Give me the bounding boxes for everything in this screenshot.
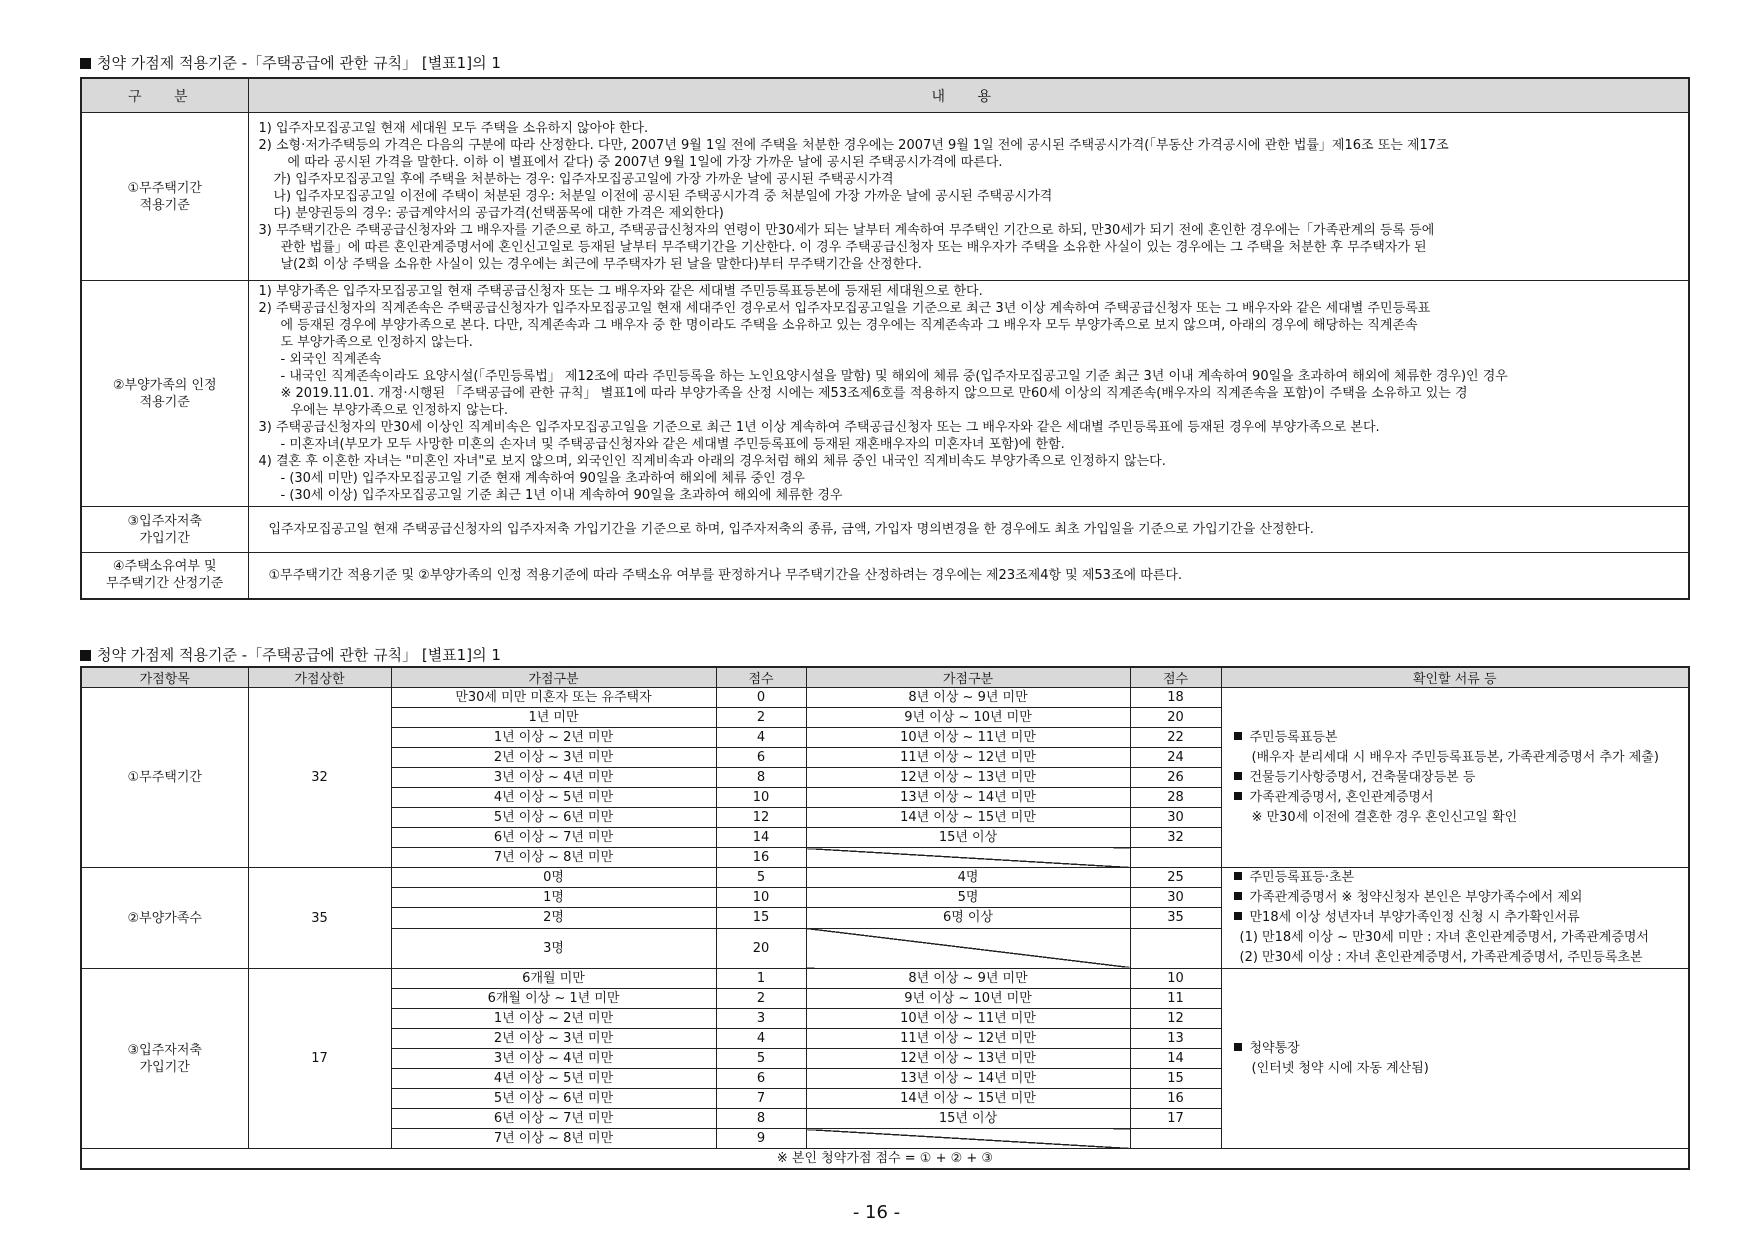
criteria-text-line: 1) 부양가족은 입주자모집공고일 현재 주택공급신청자 또는 그 배우자와 같은 세대별 주민등록표등본에 등재된 세대원으로 한다. <box>258 284 983 299</box>
document-text: 가족관계증명서, 혼인관계증명서 <box>1249 789 1434 805</box>
criteria-text-line: 4) 결혼 후 이혼한 자녀는 "미혼인 자녀"로 보지 않으며, 외국인인 직계비속과 아래의 경우처럼 해외 체류 중인 내국인 직계비속도 부양가족으로 인정하지 않는다. <box>258 454 1166 469</box>
score-value: 12 <box>1130 1009 1221 1029</box>
criteria-text-line: - 외국인 직계존속 <box>280 352 382 367</box>
criteria-text-line: 3) 주택공급신청자의 만30세 이상인 직계비속은 입주자모집공고일을 기준으로 최근 1년 이상 계속하여 주택공급신청자 또는 그 배우자와 같은 세대별 주민등록표에 등재된 경우에 부양가족으로 본다. <box>258 420 1380 435</box>
header-category-2: 가점구분 <box>806 667 1130 688</box>
score-category: 3명 <box>391 928 716 968</box>
header-item: 가점항목 <box>81 667 248 688</box>
criteria-label-line: ③입주자저축 <box>127 513 202 529</box>
score-item-label-line: 가입기간 <box>139 1059 190 1075</box>
score-value: 16 <box>716 848 806 868</box>
criteria-row <box>81 507 1689 553</box>
document-item <box>1234 948 1689 968</box>
document-item <box>1234 808 1689 828</box>
document-text: (인터넷 청약 시에 자동 계산됨) <box>1251 1060 1429 1076</box>
score-category: 10년 이상 ~ 11년 미만 <box>806 1009 1130 1029</box>
score-value: 7 <box>716 1089 806 1109</box>
total-row <box>81 1149 1689 1170</box>
score-value: 32 <box>1130 828 1221 848</box>
score-value: 15 <box>716 908 806 928</box>
criteria-row <box>81 553 1689 599</box>
score-category: 12년 이상 ~ 13년 미만 <box>806 768 1130 788</box>
score-category: 12년 이상 ~ 13년 미만 <box>806 1049 1130 1069</box>
score-value: 25 <box>1130 868 1221 888</box>
criteria-text-line: - 미혼자녀(부모가 모두 사망한 미혼의 손자녀 및 주택공급신청자와 같은 세대별 주민등록표에 등재된 재혼배우자의 미혼자녀 포함)에 한함. <box>280 437 1065 452</box>
criteria-label-line: 적용기준 <box>139 394 190 410</box>
score-category: 만30세 미만 미혼자 또는 유주택자 <box>391 688 716 708</box>
score-value: 30 <box>1130 808 1221 828</box>
criteria-text-line: 도 부양가족으로 인정하지 않는다. <box>280 335 473 350</box>
score-item-label <box>81 688 248 868</box>
document-text: 청약통장 <box>1249 1040 1300 1056</box>
score-value: 8 <box>716 768 806 788</box>
empty-cell <box>806 928 1130 968</box>
criteria-text-line: 관한 법률」에 따른 혼인관계증명서에 혼인신고일로 등재된 날부터 무주택기간을 기산한다. 이 경우 주택공급신청자 또는 배우자가 주택을 소유한 사실이 있는 경우에는 그 주택을 처분한 후 무주택자가 된 <box>280 240 1427 255</box>
score-category: 10년 이상 ~ 11년 미만 <box>806 728 1130 748</box>
document-text: (2) 만30세 이상 : 자녀 혼인관계증명서, 가족관계증명서, 주민등록초본 <box>1239 950 1643 965</box>
empty-score-cell <box>1130 928 1221 968</box>
score-category: 4년 이상 ~ 5년 미만 <box>391 788 716 808</box>
square-bullet-icon <box>1234 792 1242 800</box>
score-category: 6년 이상 ~ 7년 미만 <box>391 828 716 848</box>
score-category: 6개월 이상 ~ 1년 미만 <box>391 989 716 1009</box>
score-category: 1년 이상 ~ 2년 미만 <box>391 1009 716 1029</box>
criteria-text: ①무주택기간 적용기준 및 ②부양가족의 인정 적용기준에 따라 주택소유 여부를 판정하거나 무주택기간을 산정하려는 경우에는 제23조제4항 및 제53조에 따른다. <box>268 567 1183 583</box>
score-item-label-line: ①무주택기간 <box>127 770 202 785</box>
criteria-label <box>81 113 248 281</box>
criteria-text-line: 가) 입주자모집공고일 후에 주택을 처분하는 경우: 입주자모집공고일에 가장 가까운 날에 공시된 주택공시가격 <box>273 172 894 187</box>
criteria-label <box>81 507 248 553</box>
score-category: 15년 이상 <box>806 828 1130 848</box>
header-category-1: 가점구분 <box>391 667 716 688</box>
header-max: 가점상한 <box>248 667 391 688</box>
documents-cell <box>1221 868 1689 969</box>
score-table <box>80 666 1690 1170</box>
document-text: 건물등기사항증명서, 건축물대장등본 등 <box>1249 769 1476 785</box>
score-category: 7년 이상 ~ 8년 미만 <box>391 1129 716 1149</box>
score-value: 28 <box>1130 788 1221 808</box>
score-category: 8년 이상 ~ 9년 미만 <box>806 969 1130 989</box>
page-number: - 16 - <box>852 1202 901 1223</box>
score-value: 4 <box>716 728 806 748</box>
score-value: 6 <box>716 1069 806 1089</box>
score-value: 3 <box>716 1009 806 1029</box>
score-category: 1년 이상 ~ 2년 미만 <box>391 728 716 748</box>
score-value: 24 <box>1130 748 1221 768</box>
score-category: 1명 <box>391 888 716 908</box>
score-item-label <box>81 868 248 969</box>
document-text: 주민등록표등·초본 <box>1249 870 1355 885</box>
score-category: 14년 이상 ~ 15년 미만 <box>806 1089 1130 1109</box>
score-category: 6개월 미만 <box>391 969 716 989</box>
criteria-row <box>81 281 1689 507</box>
document-item <box>1234 908 1689 928</box>
criteria-content <box>248 507 1689 553</box>
square-bullet-icon <box>1234 912 1242 920</box>
score-category: 3년 이상 ~ 4년 미만 <box>391 1049 716 1069</box>
score-max: 35 <box>248 868 391 969</box>
criteria-text-line: 3) 무주택기간은 주택공급신청자와 그 배우자를 기준으로 하고, 주택공급신청자의 연령이 만30세가 되는 날부터 계속하여 무주택인 기간으로 하되, 만30세가 되기 전에 혼인한 경우에는「가족관계의 등록 등에 <box>258 223 1435 238</box>
document-item <box>1234 748 1689 768</box>
score-category: 3년 이상 ~ 4년 미만 <box>391 768 716 788</box>
score-value: 8 <box>716 1109 806 1129</box>
document-text: (1) 만18세 이상 ~ 만30세 미만 : 자녀 혼인관계증명서, 가족관계증명서 <box>1239 930 1649 945</box>
document-text: ※ 만30세 이전에 결혼한 경우 혼인신고일 확인 <box>1251 809 1518 825</box>
document-item <box>1234 1039 1689 1059</box>
criteria-table-header <box>81 78 1689 113</box>
score-value: 0 <box>716 688 806 708</box>
score-item-label-line: ②부양가족수 <box>127 910 202 926</box>
criteria-label-line: 무주택기간 산정기준 <box>106 576 224 592</box>
score-category: 9년 이상 ~ 10년 미만 <box>806 989 1130 1009</box>
score-value: 20 <box>1130 708 1221 728</box>
criteria-label-line: ②부양가족의 인정 <box>112 377 217 393</box>
score-value: 5 <box>716 868 806 888</box>
score-value: 10 <box>716 888 806 908</box>
score-value: 2 <box>716 708 806 728</box>
score-category: 2명 <box>391 908 716 928</box>
score-item-label <box>81 969 248 1149</box>
score-category: 5년 이상 ~ 6년 미만 <box>391 1089 716 1109</box>
score-category: 2년 이상 ~ 3년 미만 <box>391 1029 716 1049</box>
criteria-content <box>248 113 1689 281</box>
score-category: 6명 이상 <box>806 908 1130 928</box>
document-item <box>1234 768 1689 788</box>
score-category: 9년 이상 ~ 10년 미만 <box>806 708 1130 728</box>
square-bullet-icon <box>80 650 91 661</box>
score-value: 2 <box>716 989 806 1009</box>
score-category: 4명 <box>806 868 1130 888</box>
square-bullet-icon <box>1234 772 1242 780</box>
score-category: 5년 이상 ~ 6년 미만 <box>391 808 716 828</box>
score-category: 5명 <box>806 888 1130 908</box>
score-value: 22 <box>1130 728 1221 748</box>
criteria-text-line: 다) 분양권등의 경우: 공급계약서의 공급가격(선택품목에 대한 가격은 제외한다) <box>273 206 724 221</box>
score-value: 12 <box>716 808 806 828</box>
empty-score-cell <box>1130 1129 1221 1149</box>
score-value: 4 <box>716 1029 806 1049</box>
score-value: 14 <box>1130 1049 1221 1069</box>
criteria-row <box>81 113 1689 281</box>
header-score-2: 점수 <box>1130 667 1221 688</box>
score-category: 15년 이상 <box>806 1109 1130 1129</box>
document-item <box>1234 888 1689 908</box>
criteria-text-line: ※ 2019.11.01. 개정·시행된 「주택공급에 관한 규칙」 별표1에 따라 부양가족을 산정 시에는 제53조제6호를 적용하지 않으므로 만60세 이상의 직계존속(배우자의 직계존속을 포함)이 주택을 소유하고 있는 경 <box>280 386 1468 401</box>
square-bullet-icon <box>1234 732 1242 740</box>
document-text: 주민등록표등본 <box>1249 729 1338 745</box>
score-item-label-line: ③입주자저축 <box>127 1042 202 1058</box>
document-item <box>1234 1059 1689 1079</box>
score-value: 13 <box>1130 1029 1221 1049</box>
documents-cell <box>1221 969 1689 1149</box>
square-bullet-icon <box>1234 1043 1242 1051</box>
criteria-text-line: 2) 소형·저가주택등의 가격은 다음의 구분에 따라 산정한다. 다만, 2007년 9월 1일 전에 주택을 처분한 경우에는 2007년 9월 1일 전에 공시된 주택공시가격(「부동산 가격공시에 관한 법률」제16조 또는 제17조 <box>258 138 1449 153</box>
score-category: 11년 이상 ~ 12년 미만 <box>806 748 1130 768</box>
score-value: 14 <box>716 828 806 848</box>
score-value: 18 <box>1130 688 1221 708</box>
score-value: 20 <box>716 928 806 968</box>
score-category: 11년 이상 ~ 12년 미만 <box>806 1029 1130 1049</box>
square-bullet-icon <box>1234 892 1242 900</box>
empty-score-cell <box>1130 848 1221 868</box>
criteria-text-line: 에 따라 공시된 가격을 말한다. 이하 이 별표에서 같다) 중 2007년 9월 1일에 가장 가까운 날에 공시된 주택공시가격에 따른다. <box>287 155 1003 170</box>
score-value: 1 <box>716 969 806 989</box>
criteria-text-line: 에 등재된 경우에 부양가족으로 본다. 다만, 직계존속과 그 배우자 중 한 명이라도 주택을 소유하고 있는 경우에는 직계존속과 그 배우자 모두 부양가족으로 보지 않으며, 아래의 경우에 해당하는 직계존속 <box>280 318 1418 333</box>
criteria-text: 입주자모집공고일 현재 주택공급신청자의 입주자저축 가입기간을 기준으로 하며, 입주자저축의 종류, 금액, 가입자 명의변경을 한 경우에도 최초 가입일을 기준으로 가입기간을 산정한다. <box>268 522 1314 537</box>
score-max: 32 <box>248 688 391 868</box>
score-category: 13년 이상 ~ 14년 미만 <box>806 788 1130 808</box>
score-value: 10 <box>1130 969 1221 989</box>
criteria-label <box>81 281 248 507</box>
score-value: 9 <box>716 1129 806 1149</box>
criteria-label-line: 가입기간 <box>139 530 190 546</box>
square-bullet-icon <box>80 58 91 69</box>
score-value: 35 <box>1130 908 1221 928</box>
criteria-text-line: 2) 주택공급신청자의 직계존속은 주택공급신청자가 입주자모집공고일 현재 세대주인 경우로서 입주자모집공고일을 기준으로 최근 3년 이상 계속하여 주택공급신청자 또는 그 배우자와 같은 세대별 주민등록표 <box>258 301 1431 316</box>
score-category: 2년 이상 ~ 3년 미만 <box>391 748 716 768</box>
documents-cell <box>1221 688 1689 868</box>
section-title-2: 청약 가점제 적용기준 -「주택공급에 관한 규칙」 [별표1]의 1 <box>80 644 501 665</box>
document-item <box>1234 868 1689 888</box>
criteria-table <box>80 77 1690 600</box>
score-max: 17 <box>248 969 391 1149</box>
document-text: 가족관계증명서 ※ 청약신청자 본인은 부양가족수에서 제외 <box>1249 890 1583 905</box>
score-value: 10 <box>716 788 806 808</box>
criteria-text-line: 날(2회 이상 주택을 소유한 사실이 있는 경우에는 최근에 무주택자가 된 날을 말한다)부터 무주택기간을 산정한다. <box>280 257 922 272</box>
score-value: 6 <box>716 748 806 768</box>
score-category: 4년 이상 ~ 5년 미만 <box>391 1069 716 1089</box>
criteria-text-line: - 내국인 직계존속이라도 요양시설(「주민등록법」 제12조에 따라 주민등록을 하는 노인요양시설을 말함) 및 해외에 체류 중(입주자모집공고일 기준 최근 3년 이내 계속하여 90일을 초과하여 해외에 체류한 경우)인 경우 <box>280 369 1508 384</box>
score-value: 30 <box>1130 888 1221 908</box>
empty-cell <box>806 1129 1130 1149</box>
document-item <box>1234 788 1689 808</box>
score-category: 7년 이상 ~ 8년 미만 <box>391 848 716 868</box>
score-row <box>81 868 1689 888</box>
score-category: 14년 이상 ~ 15년 미만 <box>806 808 1130 828</box>
document-text: 만18세 이상 성년자녀 부양가족인정 신청 시 추가확인서류 <box>1249 910 1580 925</box>
criteria-label-line: ④주택소유여부 및 <box>112 559 217 575</box>
criteria-text-line: - (30세 미만) 입주자모집공고일 기준 현재 계속하여 90일을 초과하여 해외에 체류 중인 경우 <box>280 471 805 486</box>
score-category: 13년 이상 ~ 14년 미만 <box>806 1069 1130 1089</box>
total-formula: ※ 본인 청약가점 점수 = ① + ② + ③ <box>81 1149 1689 1170</box>
square-bullet-icon <box>1234 872 1242 880</box>
score-value: 16 <box>1130 1089 1221 1109</box>
criteria-text-line: - (30세 이상) 입주자모집공고일 기준 최근 1년 이내 계속하여 90일을 초과하여 해외에 체류한 경우 <box>280 488 843 503</box>
header-documents: 확인할 서류 등 <box>1221 667 1689 688</box>
score-category: 8년 이상 ~ 9년 미만 <box>806 688 1130 708</box>
score-category: 1년 미만 <box>391 708 716 728</box>
criteria-label <box>81 553 248 599</box>
criteria-text-line: 우에는 부양가족으로 인정하지 않는다. <box>290 403 508 418</box>
score-category: 0명 <box>391 868 716 888</box>
criteria-text-line: 1) 입주자모집공고일 현재 세대원 모두 주택을 소유하지 않아야 한다. <box>258 121 649 136</box>
score-row <box>81 969 1689 989</box>
score-value: 15 <box>1130 1069 1221 1089</box>
score-category: 6년 이상 ~ 7년 미만 <box>391 1109 716 1129</box>
criteria-label-line: 적용기준 <box>139 197 190 213</box>
section-title-1: 청약 가점제 적용기준 -「주택공급에 관한 규칙」 [별표1]의 1 <box>80 52 501 73</box>
criteria-text-line: 나) 입주자모집공고일 이전에 주택이 처분된 경우: 처분일 이전에 공시된 주택공시가격 중 처분일에 가장 가까운 날에 공시된 주택공시가격 <box>273 189 1053 204</box>
score-row <box>81 688 1689 708</box>
score-table-header <box>81 667 1689 688</box>
header-score-1: 점수 <box>716 667 806 688</box>
document-text: (배우자 분리세대 시 배우자 주민등록표등본, 가족관계증명서 추가 제출) <box>1251 749 1659 765</box>
document-item <box>1234 728 1689 748</box>
criteria-label-line: ①무주택기간 <box>127 180 202 196</box>
score-value: 26 <box>1130 768 1221 788</box>
score-value: 17 <box>1130 1109 1221 1129</box>
criteria-content <box>248 281 1689 507</box>
header-category: 구 분 <box>81 78 248 113</box>
document-item <box>1234 928 1689 948</box>
empty-cell <box>806 848 1130 868</box>
score-value: 5 <box>716 1049 806 1069</box>
criteria-content <box>248 553 1689 599</box>
score-value: 11 <box>1130 989 1221 1009</box>
header-content: 내 용 <box>248 78 1689 113</box>
